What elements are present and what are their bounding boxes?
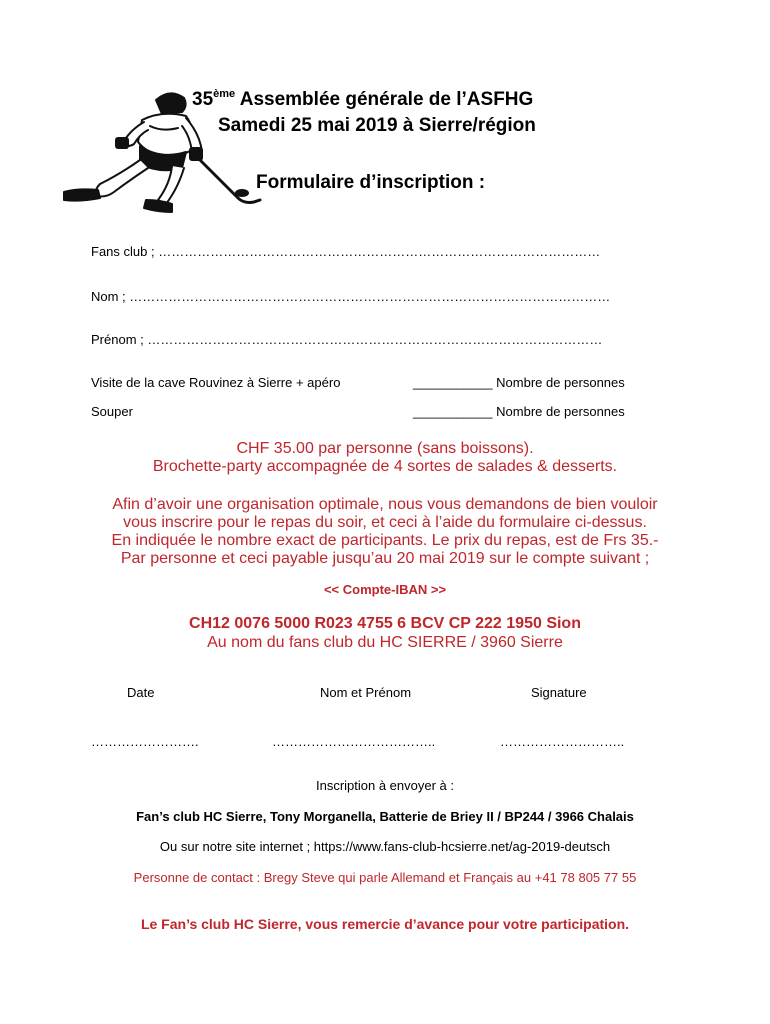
visite-label: Visite de la cave Rouvinez à Sierre + apéro [91,375,341,390]
form-title: Formulaire d’inscription : [256,172,486,193]
price-line: CHF 35.00 par personne (sans boissons). [236,440,534,457]
souper-count-field[interactable]: ___________ Nombre de personnes [413,404,625,419]
fans-club-field[interactable]: Fans club ; ………………………………………………………………………………………… [91,244,601,259]
signature-field[interactable]: ……………………….. [500,734,625,749]
info-line-2: vous inscrire pour le repas du soir, et ceci à l’aide du formulaire ci-dessus. [123,514,647,531]
info-line-1: Afin d’avoir une organisation optimale, nous vous demandons de bien vouloir [112,496,658,513]
name-field[interactable]: ……………………………….. [272,734,436,749]
thanks-line: Le Fan’s club HC Sierre, vous remercie d’avance pour votre participation. [140,916,630,932]
title-superscript: ème [213,88,236,100]
menu-line: Brochette-party accompagnée de 4 sortes de salades & desserts. [152,458,618,475]
iban-label: << Compte-IBAN >> [323,582,447,597]
title-text: Assemblée générale de l’ASFHG [235,89,534,110]
iban-holder: Au nom du fans club du HC SIERRE / 3960 Sierre [207,634,563,651]
prenom-field[interactable]: Prénom ; …………………………………………………………………………………………… [91,332,603,347]
page-title [192,88,533,111]
website-line[interactable]: Ou sur notre site internet ; https://www.fans-club-hcsierre.net/ag-2019-deutsch [159,839,611,854]
send-to-label: Inscription à envoyer à : [315,778,455,793]
page-subtitle: Samedi 25 mai 2019 à Sierre/région [218,115,536,136]
info-line-3: En indiquée le nombre exact de participants. Le prix du repas, est de Frs 35.- [111,532,659,549]
date-field[interactable]: ……………………. [91,734,199,749]
souper-label: Souper [91,404,133,419]
signature-label: Signature [531,685,587,700]
contact-line: Personne de contact : Bregy Steve qui parle Allemand et Français au +41 78 805 77 55 [133,870,637,885]
name-label: Nom et Prénom [320,685,412,700]
title-number: 35 [192,89,214,110]
visite-count-field[interactable]: ___________ Nombre de personnes [413,375,625,390]
iban-number: CH12 0076 5000 R023 4755 6 BCV CP 222 1950 Sion [189,615,581,632]
info-line-4: Par personne et ceci payable jusqu’au 20 mai 2019 sur le compte suivant ; [120,550,650,567]
date-label: Date [127,685,155,700]
nom-field[interactable]: Nom ; ………………………………………………………………………………………………… [91,289,611,304]
postal-address: Fan’s club HC Sierre, Tony Morganella, Batterie de Briey II / BP244 / 3966 Chalais [136,809,634,824]
